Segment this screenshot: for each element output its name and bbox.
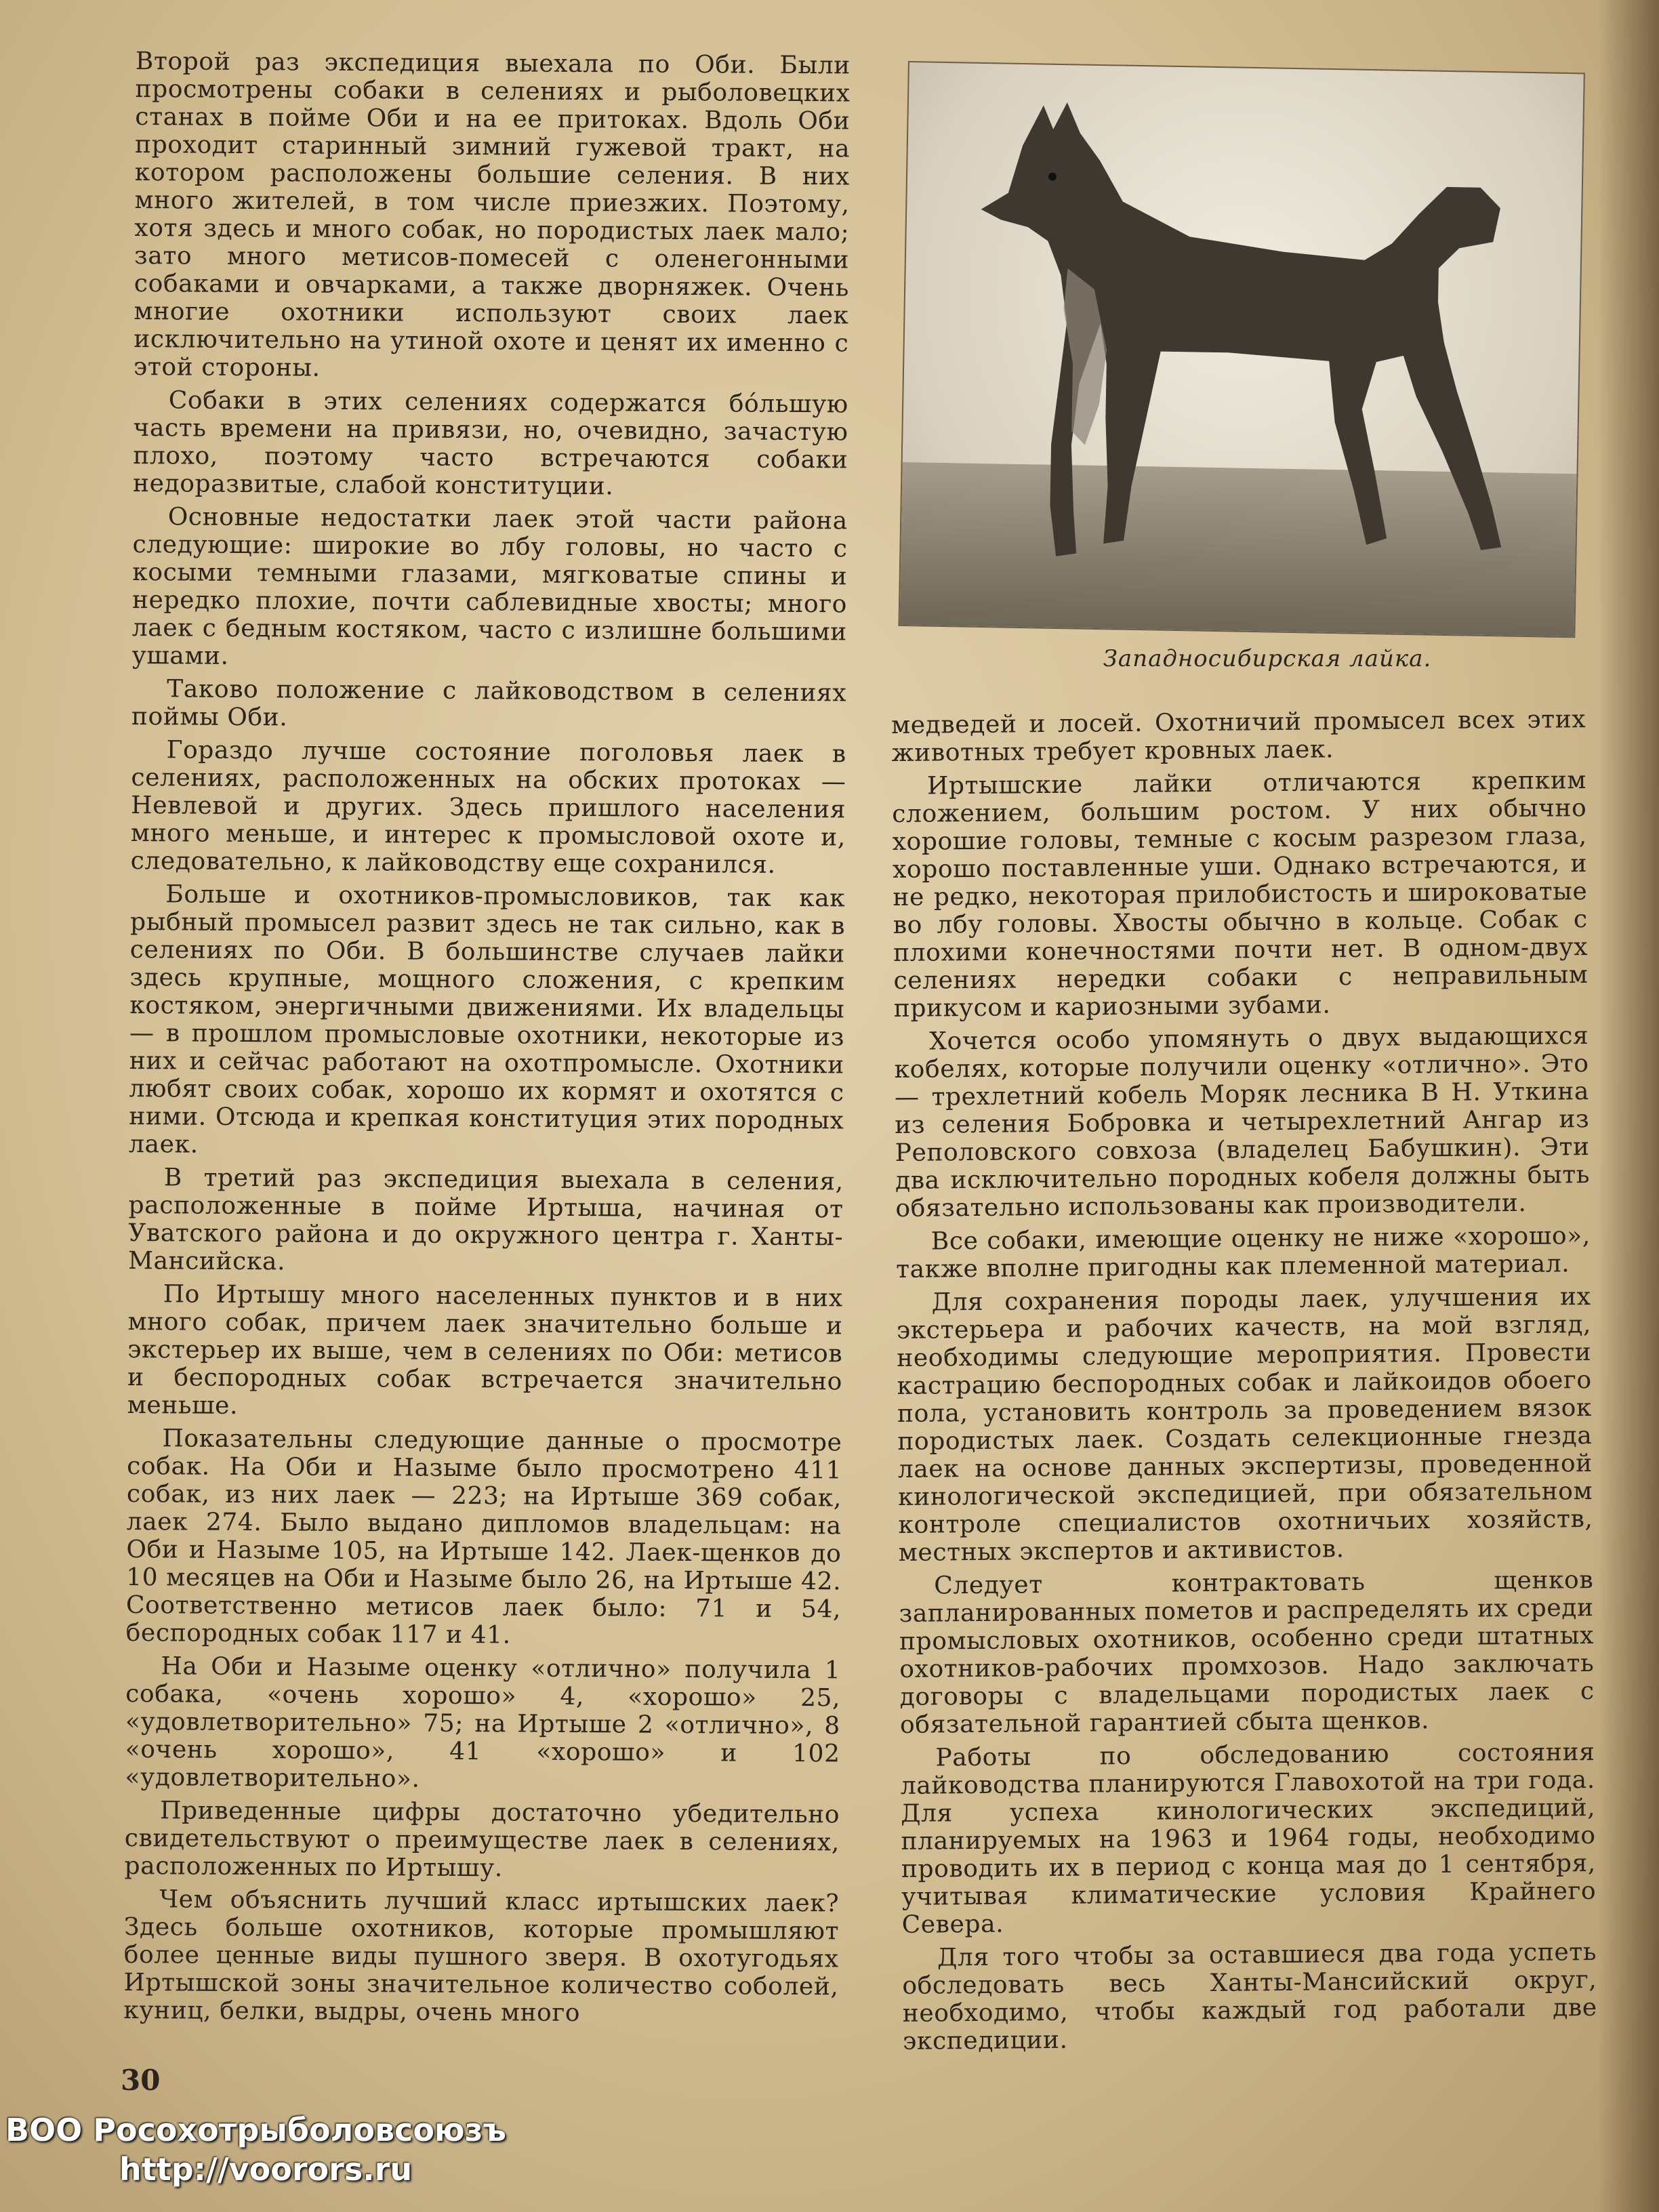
paragraph: Показательны следующие данные о просмотре собак. На Оби и Назыме было просмотрено 411 собак, из них лаек — 223; на Иртыше 369 собак, лаек 274. Было выдано дипломов владельцам: на Оби и Назыме 105, на Иртыше 142. Лаек-щенков до 10 месяцев на Оби и Назыме было 26, на Иртыше 42. Соответственно метисов лаек было: 71 и 54, беспородных собак 117 и 41.: [125, 1425, 842, 1650]
watermark: [5, 2110, 506, 2189]
paragraph: Для того чтобы за оставшиеся два года успеть обследовать весь Ханты-Мансийский округ, необходимо, чтобы каждый год работали две экспедиции.: [902, 1938, 1597, 2055]
paragraph: Для сохранения породы лаек, улучшения их экстерьера и рабочих качеств, на мой взгляд, необходимы следующие мероприятия. Провести кастрацию беспородных собак и лайкоидов обоего пола, установить контроль за проведением вязок породистых лаек. Создать селекционные гнезда лаек на основе данных экспертизы, проведенной кинологической экспедицией, при обязательном контроле специалистов охотничьих хозяйств, местных экспертов и активистов.: [896, 1283, 1593, 1567]
paragraph: По Иртышу много населенных пунктов и в них много собак, причем лаек значительно больше и экстерьер их выше, чем в селениях по Оби: метисов и беспородных собак встречается значительно меньше.: [127, 1280, 843, 1420]
paragraph: медведей и лосей. Охотничий промысел всех этих животных требует кровных лаек.: [891, 705, 1586, 767]
paragraph: Все собаки, имеющие оценку не ниже «хорошо», также вполне пригодны как племенной материал.: [896, 1222, 1591, 1284]
paragraph: Второй раз экспедиция выехала по Оби. Были просмотрены собаки в селениях и рыболовецких станах в пойме Оби и на ее притоках. Вдоль Оби проходит старинный зимний гужевой тракт, на котором расположены большие селения. В них много жителей, в том числе приезжих. Поэтому, хотя здесь и много собак, но породистых лаек мало; зато много метисов-помесей с оленегонными собаками и овчарками, а также дворняжек. Очень многие охотники используют своих лаек исключительно на утиной охоте и ценят их именно с этой стороны.: [133, 47, 851, 382]
paragraph: Больше и охотников-промысловиков, так как рыбный промысел развит здесь не так сильно, как в селениях по Оби. В большинстве случаев лайки здесь крупные, мощного сложения, с крепким костяком, энергичными движениями. Их владельцы — в прошлом промысловые охотники, некоторые из них и сейчас работают на охотпромысле. Охотники любят своих собак, хорошо их кормят и охотятся с ними. Отсюда и крепкая конституция этих породных лаек.: [128, 880, 846, 1159]
paragraph: Работы по обследованию состояния лайководства планируются Главохотой на три года. Для успеха кинологических экспедиций, планируемых на 1963 и 1964 годы, необходимо проводить их в период с конца мая до 1 сентября, учитывая климатические условия Крайнего Севера.: [900, 1738, 1597, 1939]
paragraph: Следует контрактовать щенков запланированных пометов и распределять их среди промысловых охотников, особенно среди штатных охотников-рабочих промхозов. Надо заключать договоры с владельцами породистых лаек с обязательной гарантией сбыта щенков.: [899, 1566, 1595, 1739]
paragraph: В третий раз экспедиция выехала в селения, расположенные в пойме Иртыша, начиная от Уватского района и до окружного центра г. Ханты-Мансийска.: [127, 1164, 844, 1276]
page-number: 30: [121, 2064, 161, 2097]
laika-dog-illustration: [899, 62, 1583, 636]
paragraph: На Оби и Назыме оценку «отлично» получила 1 собака, «очень хорошо» 4, «хорошо» 25, «удовлетворительно» 75; на Иртыше 2 «отлично», 8 «очень хорошо», 41 «хорошо» и 102 «удовлетворительно».: [125, 1652, 841, 1793]
watermark-org: ВОО Росохотрыболовсоюзъ: [5, 2112, 506, 2148]
right-text-column: [891, 705, 1597, 2061]
photo-caption: Западносибирская лайка.: [1103, 645, 1432, 672]
paragraph: Иртышские лайки отличаются крепким сложением, большим ростом. У них обычно хорошие головы, темные с косым разрезом глаза, хорошо поставленные уши. Однако встречаются, и не редко, некоторая прилобистость и широковатые во лбу головы. Хвосты обычно в кольце. Собак с плохими конечностями почти нет. В одном-двух селениях нередки собаки с неправильным прикусом и кариозными зубами.: [892, 766, 1589, 1023]
paragraph: Собаки в этих селениях содержатся бóльшую часть времени на привязи, но, очевидно, зачастую плохо, поэтому часто встречаются собаки недоразвитые, слабой конституции.: [132, 386, 848, 501]
paragraph: Чем объяснить лучший класс иртышских лаек? Здесь больше охотников, которые промышляют более ценные виды пушного зверя. В охотугодьях Иртышской зоны значительное количество соболей, куниц, белки, выдры, очень много: [123, 1885, 840, 2028]
paragraph: Основные недостатки лаек этой части района следующие: широкие во лбу головы, но часто с косыми темными глазами, мягковатые спины и нередко плохие, почти саблевидные хвосты; много лаек с бедным костяком, часто с излишне большими ушами.: [131, 503, 848, 670]
paragraph: Гораздо лучше состояние поголовья лаек в селениях, расположенных на обских протоках — Невлевой и других. Здесь пришлого населения много меньше, и интерес к промысловой охоте и, следовательно, к лайководству еще сохранился.: [130, 736, 846, 879]
paragraph: Хочется особо упомянуть о двух выдающихся кобелях, которые получили оценку «отлично». Это — трехлетний кобель Моряк лесника В Н. Уткина из селения Бобровка и четырехлетний Ангар из Реполовского совхоза (владелец Бабушкин). Эти два исключительно породных кобеля должны быть обязательно использованы как производители.: [894, 1022, 1591, 1223]
paragraph: Таково положение с лайководством в селениях поймы Оби.: [131, 675, 847, 732]
paragraph: Приведенные цифры достаточно убедительно свидетельствуют о преимуществе лаек в селениях, расположенных по Иртышу.: [124, 1797, 840, 1883]
dog-photo: [898, 61, 1584, 638]
left-text-column: [123, 47, 851, 2034]
watermark-url[interactable]: http://voorors.ru: [119, 2151, 413, 2188]
